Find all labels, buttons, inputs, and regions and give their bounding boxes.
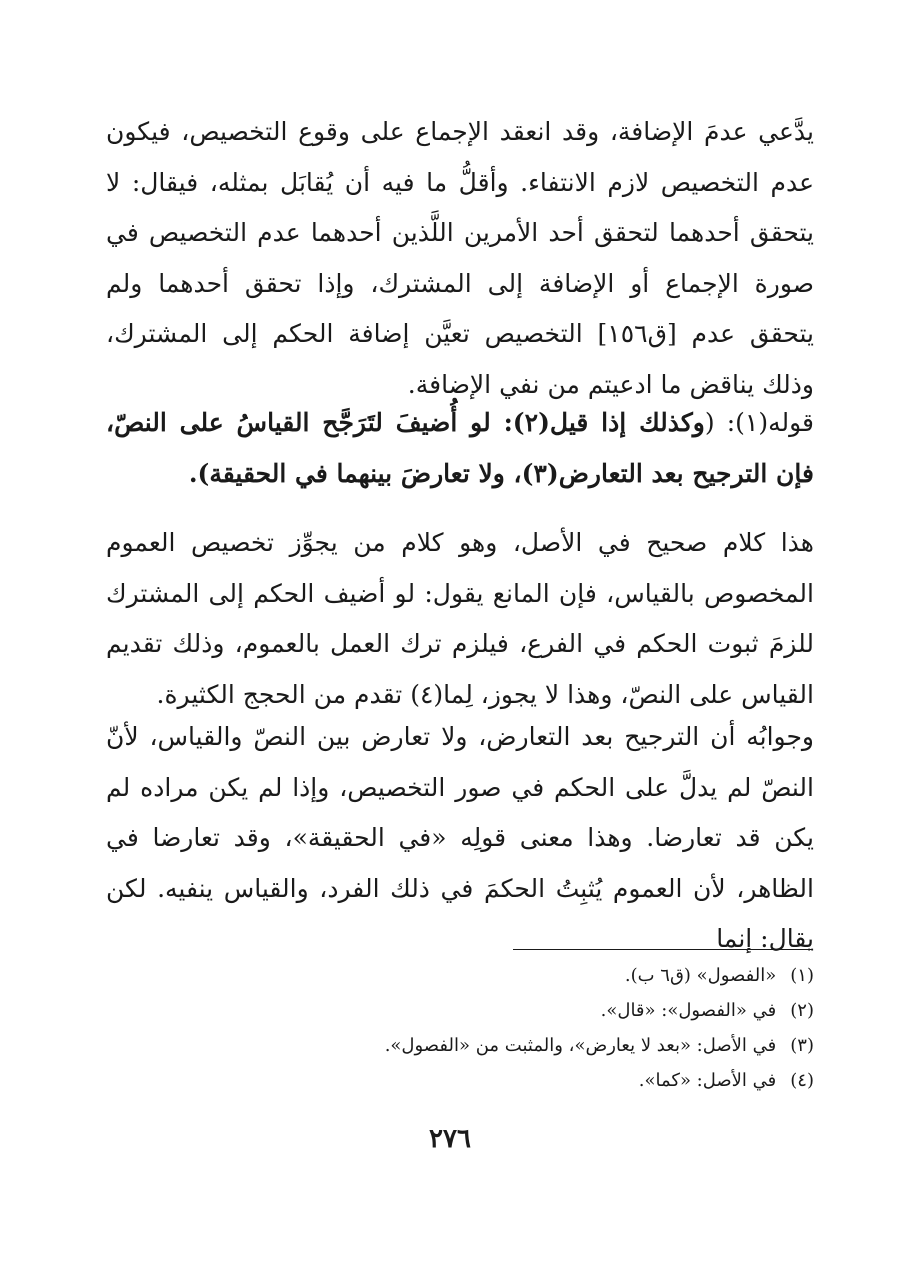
footnote-text: في الأصل: «بعد لا يعارض»، والمثبت من «الفصول». bbox=[384, 1035, 777, 1056]
body-paragraph-4: وجوابُه أن الترجيح بعد التعارض، ولا تعارض بين النصّ والقياس، لأنّ النصّ لم يدلَّ على الحكم في صور التخصيص، وإذا لم يكن مراده لم يكن قد تعارضا. وهذا معنى قولِه «في الحقيقة»، وقد تعارضا في الظاهر، لأن العموم يُثبِتُ الحكمَ في ذلك الفرد، والقياس ينفيه. لكن يقال: إنما bbox=[106, 722, 814, 953]
body-paragraph-1: يدَّعي عدمَ الإضافة، وقد انعقد الإجماع على وقوع التخصيص، فيكون عدم التخصيص لازم الانتفاء. وأقلُّ ما فيه أن يُقابَل بمثله، فيقال: لا يتحقق أحدهما لتحقق أحد الأمرين اللَّذين أحدهما عدم التخصيص في صورة الإجماع أو الإضافة إلى المشترك، وإذا تحقق أحدهما ولم يتحقق عدم [ق١٥٦] التخصيص تعيَّن إضافة الحكم إلى المشترك، وذلك يناقض ما ادعيتم من نفي الإضافة. bbox=[106, 117, 814, 399]
footnote-separator bbox=[513, 949, 813, 950]
footnote-number: (٣) bbox=[790, 1035, 814, 1056]
footnote-text: «الفصول» (ق٦ ب). bbox=[624, 965, 777, 986]
footnote-3 bbox=[106, 1028, 814, 1063]
footnote-1 bbox=[106, 958, 814, 993]
page-number: ٢٧٦ bbox=[429, 1124, 471, 1154]
footnote-2 bbox=[106, 993, 814, 1028]
footnote-number: (٢) bbox=[790, 1000, 814, 1021]
footnote-number: (١) bbox=[790, 965, 814, 986]
footnotes bbox=[106, 958, 814, 1098]
quote-opening: قوله(١): ( bbox=[704, 408, 814, 437]
footnote-4 bbox=[106, 1063, 814, 1098]
footnote-text: في الأصل: «كما». bbox=[638, 1070, 777, 1091]
quoted-text: وكذلك إذا قيل(٢): لو أُضيفَ لتَرَجَّح القياسُ على النصّ، فإن الترجيح بعد التعارض(٣)، ولا تعارضَ بينهما في الحقيقة). bbox=[106, 408, 814, 488]
body-paragraph-3: هذا كلام صحيح في الأصل، وهو كلام من يجوِّز تخصيص العموم المخصوص بالقياس، فإن المانع يقول: لو أضيف الحكم إلى المشترك للزمَ ثبوت الحكم في الفرع، فيلزم ترك العمل بالعموم، وذلك تقديم القياس على النصّ، وهذا لا يجوز، لِما(٤) تقدم من الحجج الكثيرة. bbox=[106, 528, 814, 709]
footnote-number: (٤) bbox=[790, 1070, 814, 1091]
footnote-text: في «الفصول»: «قال». bbox=[600, 1000, 777, 1021]
body-paragraph-2 bbox=[106, 398, 814, 499]
